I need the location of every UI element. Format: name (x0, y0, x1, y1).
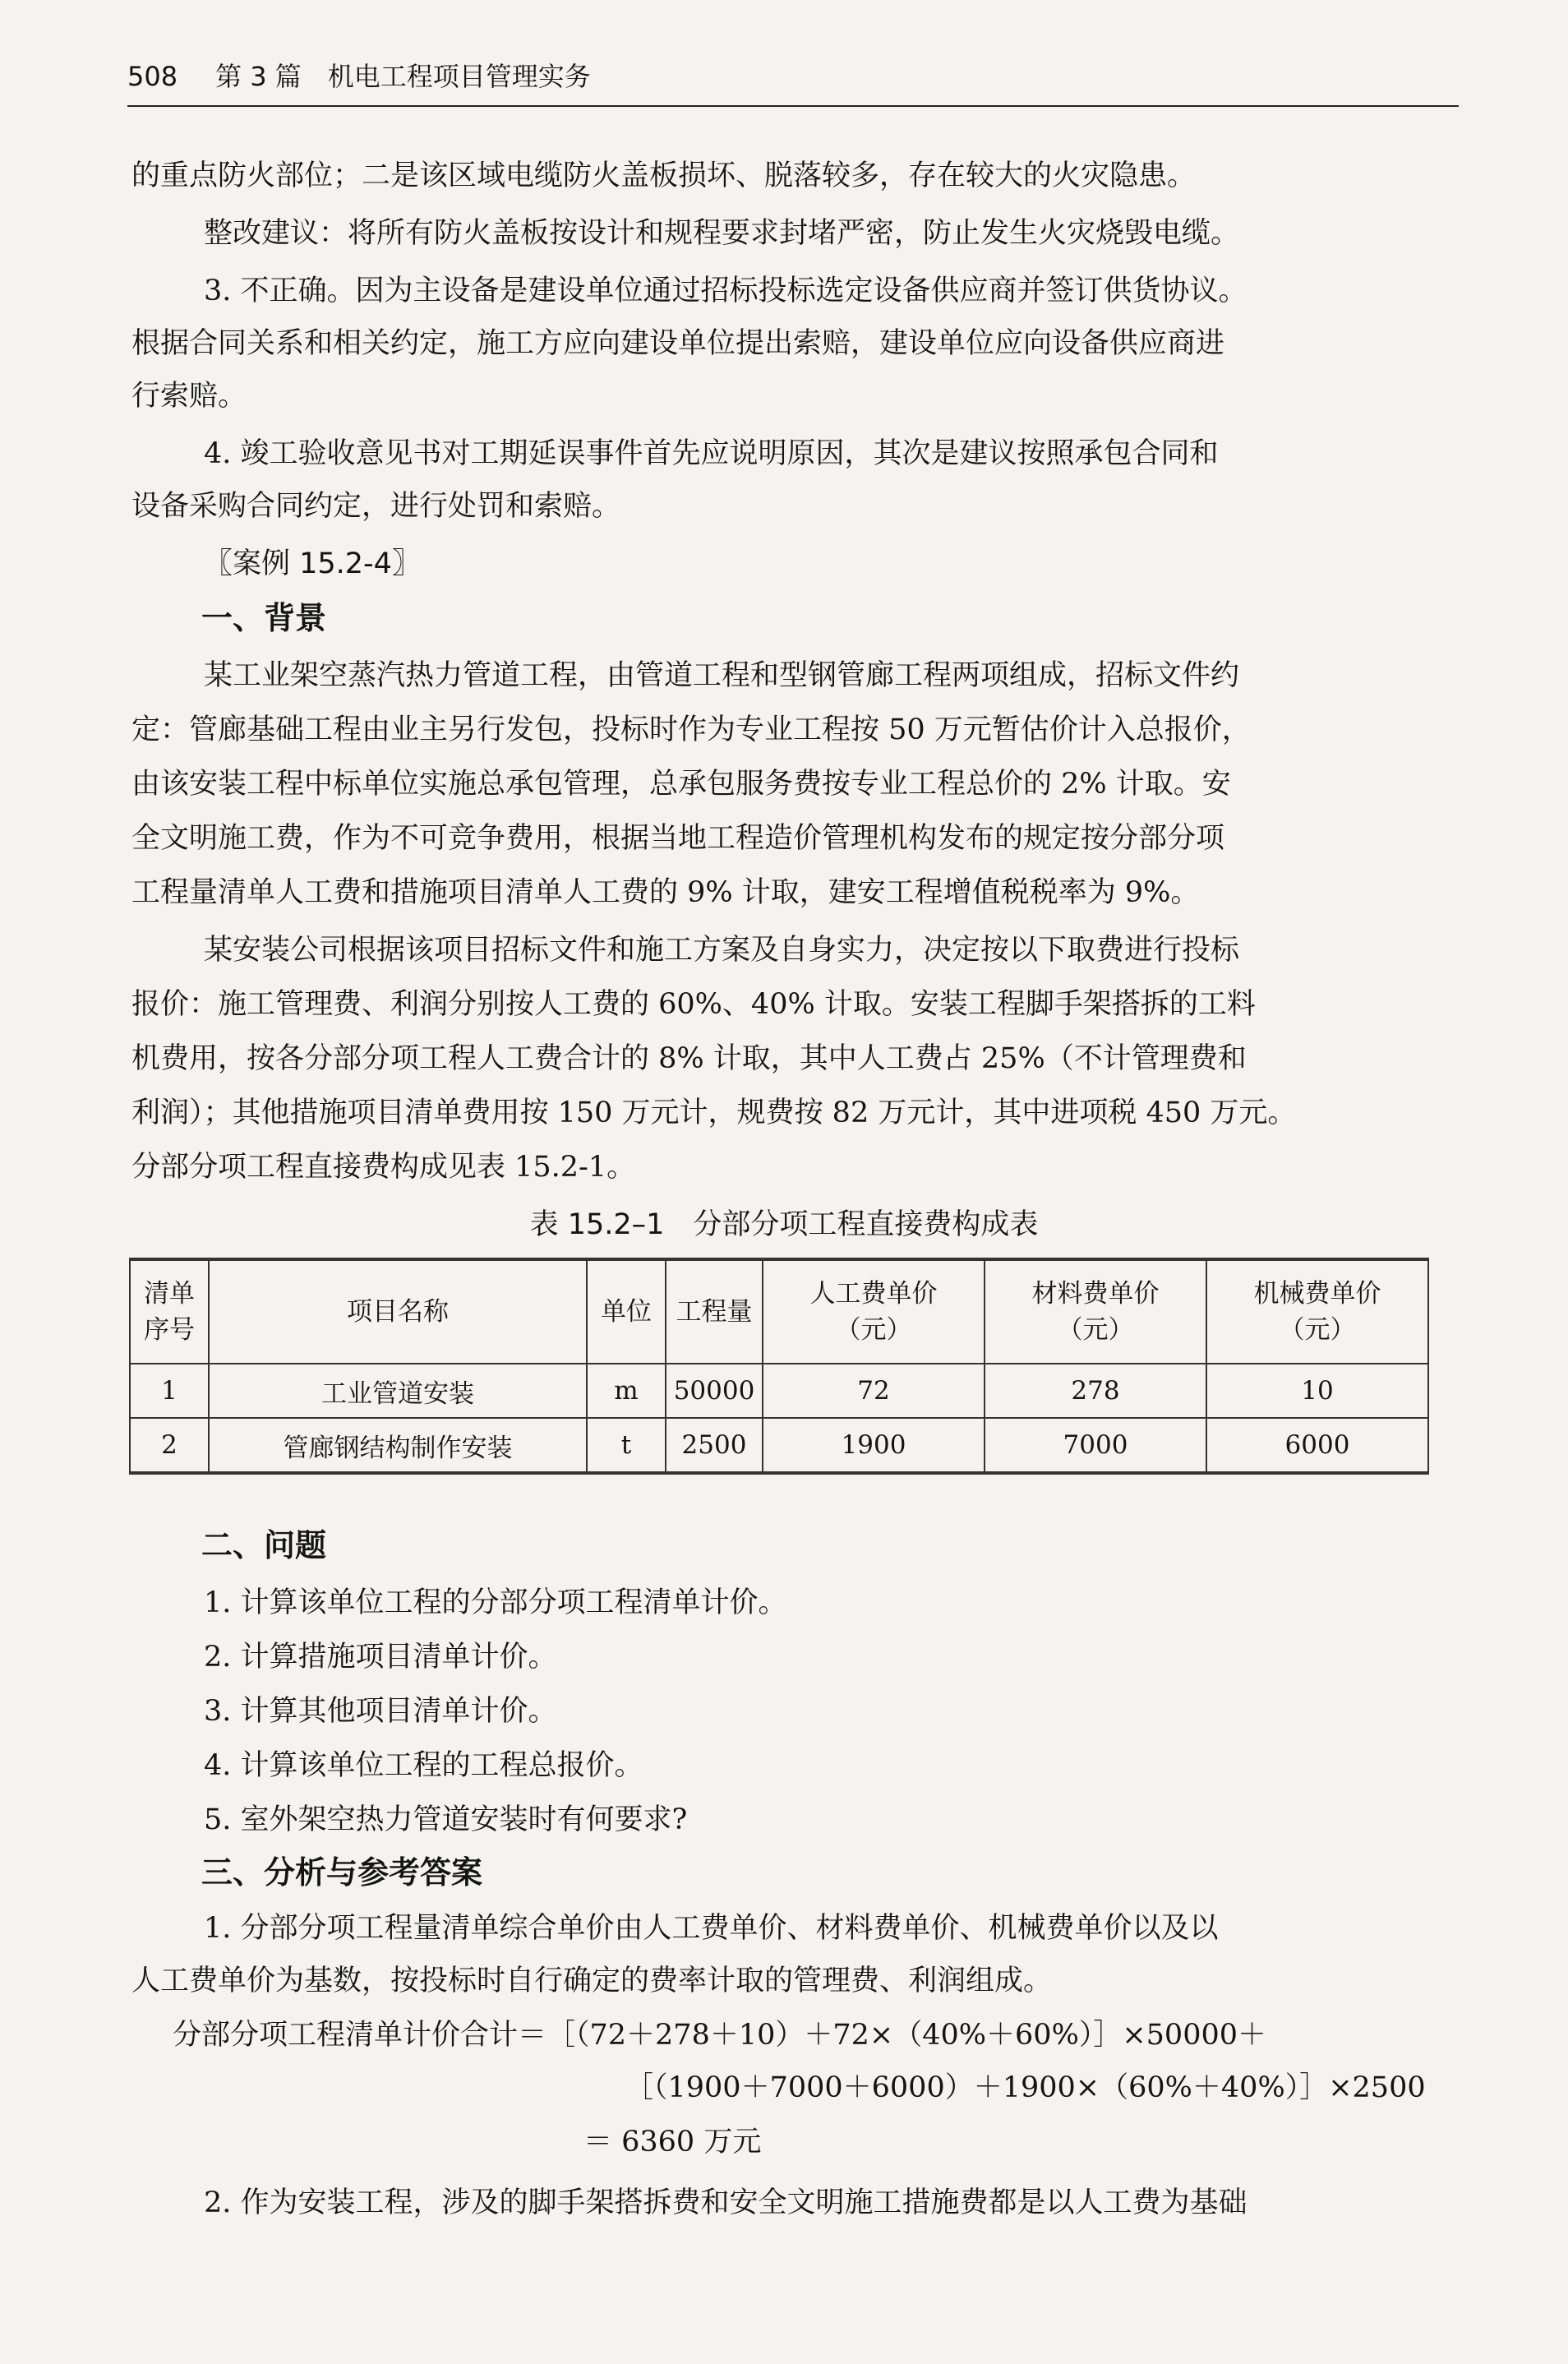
body-line: 报价：施工管理费、利润分别按人工费的 60%、40% 计取。安装工程脚手架搭拆的工料 (131, 988, 1256, 1021)
body-line: 机费用，按各分部分项工程人工费合计的 8% 计取，其中人工费占 25%（不计管理费和 (131, 1042, 1247, 1075)
page-header (127, 56, 591, 94)
case-label: 〖案例 15.2-4〗 (204, 547, 421, 580)
body-line: 根据合同关系和相关约定，施工方应向建设单位提出索赔，建设单位应向设备供应商进 (131, 327, 1225, 360)
cell-labor: 72 (763, 1364, 985, 1418)
body-line: 分部分项工程直接费构成见表 15.2-1。 (131, 1151, 636, 1184)
body-line: 定：管廊基础工程由业主另行发包，投标时作为专业工程按 50 万元暂估价计入总报价， (131, 713, 1251, 746)
body-line: 2. 作为安装工程，涉及的脚手架搭拆费和安全文明施工措施费都是以人工费为基础 (204, 2186, 1247, 2219)
table-header-row (130, 1259, 1428, 1364)
body-line: 工程量清单人工费和措施项目清单人工费的 9% 计取，建安工程增值税税率为 9%。 (131, 876, 1200, 909)
body-line: 行索赔。 (131, 380, 247, 413)
table-caption: 表 15.2–1 分部分项工程直接费构成表 (529, 1208, 1039, 1241)
cell-unit: m (587, 1364, 666, 1418)
cell-seq: 2 (130, 1418, 209, 1473)
body-line: 4. 竣工验收意见书对工期延误事件首先应说明原因，其次是建议按照承包合同和 (204, 437, 1219, 470)
body-line: 的重点防火部位；二是该区域电缆防火盖板损坏、脱落较多，存在较大的火灾隐患。 (131, 159, 1197, 192)
col-header-machine: 机械费单价 （元） (1206, 1259, 1428, 1364)
body-line: 某安装公司根据该项目招标文件和施工方案及自身实力，决定按以下取费进行投标 (204, 934, 1240, 967)
cell-material: 278 (985, 1364, 1206, 1418)
formula-line: 分部分项工程清单计价合计＝［（72＋278＋10）＋72×（40%＋60%）］×50000＋ (173, 2019, 1266, 2052)
col-header-qty: 工程量 (666, 1259, 763, 1364)
cell-unit: t (587, 1418, 666, 1473)
question-item: 5. 室外架空热力管道安装时有何要求? (204, 1803, 688, 1836)
body-line: 1. 分部分项工程量清单综合单价由人工费单价、材料费单价、机械费单价以及以 (204, 1912, 1219, 1945)
header-rule (127, 105, 1459, 107)
formula-result: ＝ 6360 万元 (583, 2126, 762, 2159)
section-heading-questions: 二、问题 (201, 1527, 327, 1563)
cell-machine: 6000 (1206, 1418, 1428, 1473)
table-row (130, 1364, 1428, 1418)
page-number: 508 (127, 61, 178, 92)
body-line: 人工费单价为基数，按投标时自行确定的费率计取的管理费、利润组成。 (131, 1965, 1053, 1997)
cell-machine: 10 (1206, 1364, 1428, 1418)
col-header-name: 项目名称 (209, 1259, 587, 1364)
col-header-material: 材料费单价 （元） (985, 1259, 1206, 1364)
cell-qty: 50000 (666, 1364, 763, 1418)
chapter-title: 第 3 篇 机电工程项目管理实务 (215, 61, 591, 92)
body-line: 3. 不正确。因为主设备是建设单位通过招标投标选定设备供应商并签订供货协议。 (204, 275, 1247, 307)
section-heading-background: 一、背景 (201, 600, 327, 636)
body-line: 全文明施工费，作为不可竞争费用，根据当地工程造价管理机构发布的规定按分部分项 (131, 822, 1225, 855)
question-item: 2. 计算措施项目清单计价。 (204, 1641, 557, 1674)
body-line: 利润）；其他措施项目清单费用按 150 万元计，规费按 82 万元计，其中进项税 450 万元。 (131, 1097, 1297, 1129)
col-header-unit: 单位 (587, 1259, 666, 1364)
formula-line: ［（1900＋7000＋6000）＋1900×（60%＋40%）］×2500 (625, 2071, 1426, 2104)
question-item: 3. 计算其他项目清单计价。 (204, 1695, 557, 1728)
body-line: 由该安装工程中标单位实施总承包管理，总承包服务费按专业工程总价的 2% 计取。安 (131, 768, 1231, 801)
col-header-seq: 清单 序号 (130, 1259, 209, 1364)
cell-material: 7000 (985, 1418, 1206, 1473)
cell-seq: 1 (130, 1364, 209, 1418)
body-line: 设备采购合同约定，进行处罚和索赔。 (131, 490, 621, 523)
question-item: 1. 计算该单位工程的分部分项工程清单计价。 (204, 1586, 787, 1619)
cell-name: 管廊钢结构制作安装 (209, 1418, 587, 1473)
body-line: 整改建议：将所有防火盖板按设计和规程要求封堵严密，防止发生火灾烧毁电缆。 (204, 217, 1240, 250)
col-header-labor: 人工费单价 （元） (763, 1259, 985, 1364)
cost-table (129, 1258, 1429, 1475)
section-heading-answers: 三、分析与参考答案 (201, 1854, 483, 1891)
question-item: 4. 计算该单位工程的工程总报价。 (204, 1749, 643, 1782)
cell-name: 工业管道安装 (209, 1364, 587, 1418)
cell-qty: 2500 (666, 1418, 763, 1473)
body-line: 某工业架空蒸汽热力管道工程，由管道工程和型钢管廊工程两项组成，招标文件约 (204, 659, 1240, 692)
table-row (130, 1418, 1428, 1473)
cell-labor: 1900 (763, 1418, 985, 1473)
